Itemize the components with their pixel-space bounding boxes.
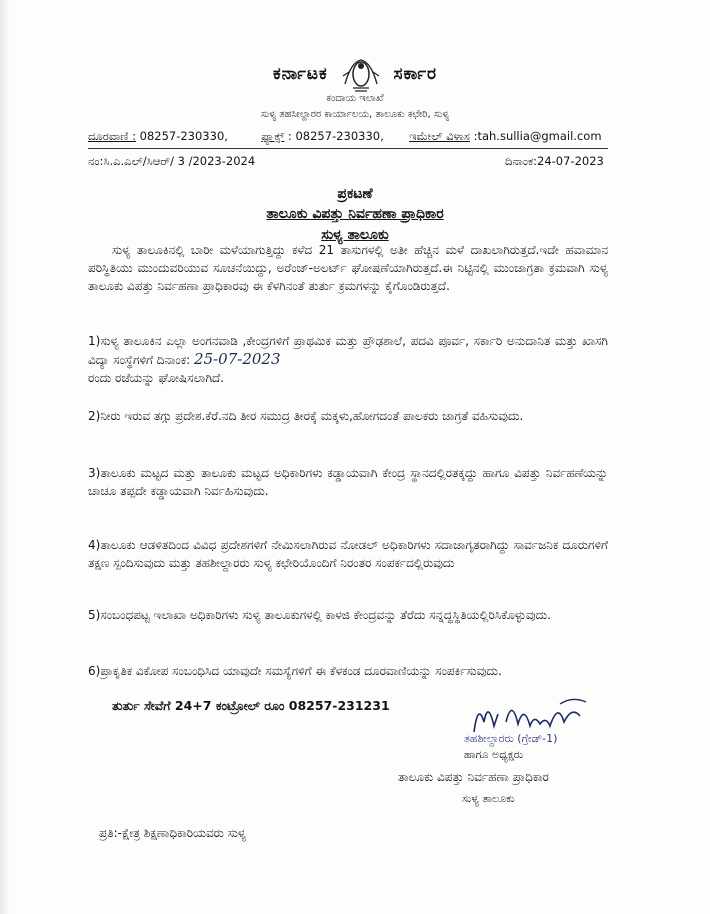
- intro-paragraph: ಸುಳ್ಯ ತಾಲೂಕಿನಲ್ಲಿ ಬಾರೀ ಮಳೆಯಾಗುತ್ತಿದ್ದು ಕಳೆದ 21 ತಾಸುಗಳಲ್ಲಿ ಅತೀ ಹೆಚ್ಚಿನ ಮಳೆ ದಾಖಲಾಗಿರುತ್ತದೆ.ಇದೇ ಹವಾಮಾನ ಪರಿಸ್ಥಿತಿಯು ಮುಂದುವರಿಯುವ ಸೂಚನೆಯಿದ್ದು, ಅರೆಂಜ್-ಅಲರ್ಟ್ ಘೋಷಣೆಯಾಗಿರುತ್ತದೆ.ಈ ನಿಟ್ಟಿನಲ್ಲಿ ಮುಂಜಾಗ್ರತಾ ಕ್ರಮವಾಗಿ ಸುಳ್ಯ ತಾಲೂಕು ವಿಪತ್ತು ನಿರ್ವಹಣಾ ಪ್ರಾಧಿಕಾರವು ಈ ಕೆಳಗಿನಂತೆ ತುರ್ತು ಕ್ರಮಗಳನ್ನು ಕೈಗೊಂಡಿರುತ್ತದೆ.: [88, 243, 608, 293]
- notice-heading: ಪ್ರಕಟಣೆ: [337, 186, 373, 202]
- state-name-left: ಕರ್ನಾಟಕ: [273, 64, 328, 84]
- signatory-office: ತಾಲೂಕು ವಿಪತ್ತು ನಿರ್ವಹಣಾ ಪ್ರಾಧಿಕಾರ: [398, 770, 549, 784]
- point-1: [88, 332, 608, 387]
- point-6: 6)ಪ್ರಾಕೃತಿಕ ವಿಕೋಪ ಸಂಬಂಧಿಸಿದ ಯಾವುದೇ ಸಮಸ್ಯೆಗಳಿಗೆ ಈ ಕೆಳಕಂಡ ದೂರವಾಣಿಯನ್ನು ಸಂಪರ್ಕಿಸುವುದು.: [88, 664, 502, 678]
- contact-line: [88, 129, 602, 144]
- point-1-text-end: ರಂದು ರಜೆಯನ್ನು ಘೋಷಿಸಲಾಗಿದೆ.: [88, 371, 225, 385]
- tahsildar-stamp: ತಹಶೀಲ್ದಾರರು (ಗ್ರೇಡ್-1): [464, 732, 558, 745]
- phone-number: 08257-230330,: [139, 129, 228, 143]
- point-1-handwritten-date: 25-07-2023: [194, 350, 281, 368]
- header-divider: [88, 148, 608, 149]
- state-emblem-icon: [339, 54, 383, 94]
- point-1-text: 1)ಸುಳ್ಯ ತಾಲೂಕಿನ ಎಲ್ಲಾ ಅಂಗನವಾಡಿ ,ಕೇಂದ್ರಗಳಿಗೆ ಪ್ರಾಥಮಿಕ ಮತ್ತು ಪ್ರೌಢಶಾಲೆ, ಪದವಿ ಪೂರ್ವ, ಸರ್ಕಾರಿ ಅನುದಾನಿತ ಮತ್ತು ಖಾಸಗಿ ವಿದ್ಯಾ ಸಂಸ್ಥೆಗಳಿಗೆ ದಿನಾಂಕ:: [88, 334, 608, 367]
- copy-to-line: ಪ್ರತಿ:-ಕ್ಷೇತ್ರ ಶಿಕ್ಷಣಾಧಿಕಾರಿಯವರು ಸುಳ್ಯ: [99, 826, 247, 840]
- fax-label: ಫ್ಯಾಕ್ಸ್: [261, 129, 285, 143]
- taluk-heading: ಸುಳ್ಯ ತಾಲೂಕು: [321, 227, 389, 243]
- point-3: 3)ತಾಲೂಕು ಮಟ್ಟದ ಮತ್ತು ತಾಲೂಕು ಮಟ್ಟದ ಅಧಿಕಾರಿಗಳು ಕಡ್ಡಾಯವಾಗಿ ಕೇಂದ್ರ ಸ್ಥಾನದಲ್ಲಿರತಕ್ಕದ್ದು ಹಾಗೂ ವಿಪತ್ತು ನಿರ್ವಹಣೆಯನ್ನು ಚಾಚೂ ತಪ್ಪದೇ ಕಡ್ಡಾಯವಾಗಿ ನಿರ್ವಹಿಸುವುದು.: [88, 466, 608, 498]
- control-room-helpline: ತುರ್ತು ಸೇವೆಗೆ 24+7 ಕಂಟ್ರೋಲ್ ರೂಂ 08257-231231: [112, 698, 390, 713]
- phone-label: ದೂರವಾಣಿ :: [88, 129, 136, 143]
- point-4: 4)ತಾಲೂಕು ಆಡಳಿತದಿಂದ ವಿವಿಧ ಪ್ರದೇಶಗಳಿಗೆ ನೇಮಿಸಲಾಗಿರುವ ನೋಡಲ್ ಅಧಿಕಾರಿಗಳು ಸದಾಜಾಗೃತರಾಗಿದ್ದು ಸಾರ್ವಜನಿಕ ದೂರುಗಳಿಗೆ ತಕ್ಷಣ ಸ್ಪಂದಿಸುವುದು ಮತ್ತು ತಹಶೀಲ್ದಾರರು ಸುಳ್ಯ ಕಛೇರಿಯೊಂದಿಗೆ ನಿರಂತರ ಸಂಪರ್ಕದಲ್ಲಿರುವುದು: [88, 538, 608, 570]
- department-name: ಕಂದಾಯ ಇಲಾಖೆ: [326, 93, 384, 104]
- office-address: ಸುಳ್ಯ ತಹಸೀಲ್ದಾರರ ಕಾರ್ಯಾಲಯ, ತಾಲೂಕು ಕಛೇರಿ, ಸುಳ್ಯ: [260, 109, 450, 120]
- chairman-stamp: ಹಾಗೂ ಅಧ್ಯಕ್ಷರು: [464, 748, 524, 761]
- email-label: ಇಮೇಲ್ ವಿಳಾಸ: [409, 129, 470, 143]
- letterhead-title: [0, 54, 710, 94]
- authority-heading: ತಾಲೂಕು ವಿಪತ್ತು ನಿರ್ವಹಣಾ ಪ್ರಾಧಿಕಾರ: [266, 206, 444, 222]
- notice-date: ದಿನಾಂಕ:24-07-2023: [505, 154, 604, 168]
- state-name-right: ಸರ್ಕಾರ: [393, 64, 437, 84]
- point-5: 5)ಸಂಬಂಧಪಟ್ಟ ಇಲಾಖಾ ಅಧಿಕಾರಿಗಳು ಸುಳ್ಯ ತಾಲೂಕುಗಳಲ್ಲಿ ಕಾಳಜಿ ಕೇಂದ್ರವನ್ನು ತೆರೆದು ಸನ್ನದ್ಧಸ್ಥಿತಿಯಲ್ಲಿರಿಸಿಕೊಳ್ಳುವುದು.: [88, 608, 551, 622]
- fax-number: : 08257-230330,: [287, 129, 384, 143]
- point-2: 2)ನೀರು ಇರುವ ತಗ್ಗು ಪ್ರದೇಶ.ಕೆರೆ.ನದಿ ತೀರ ಸಮುದ್ರ ತೀರಕ್ಕೆ ಮಕ್ಕಳು,ಹೋಗದಂತೆ ಪಾಲಕರು ಜಾಗ್ರತೆ ವಹಿಸುವುದು.: [88, 409, 524, 423]
- reference-number: ನಂ:ಸಿ.ಎ.ಎಲ್/ಸಿಆರ್/ 3 /2023-2024: [88, 154, 256, 168]
- page-edge-shadow: [0, 0, 10, 914]
- signatory-taluk: ಸುಳ್ಯ ತಾಲೂಕು: [462, 792, 515, 805]
- email-address: :tah.sullia@gmail.com: [473, 129, 602, 143]
